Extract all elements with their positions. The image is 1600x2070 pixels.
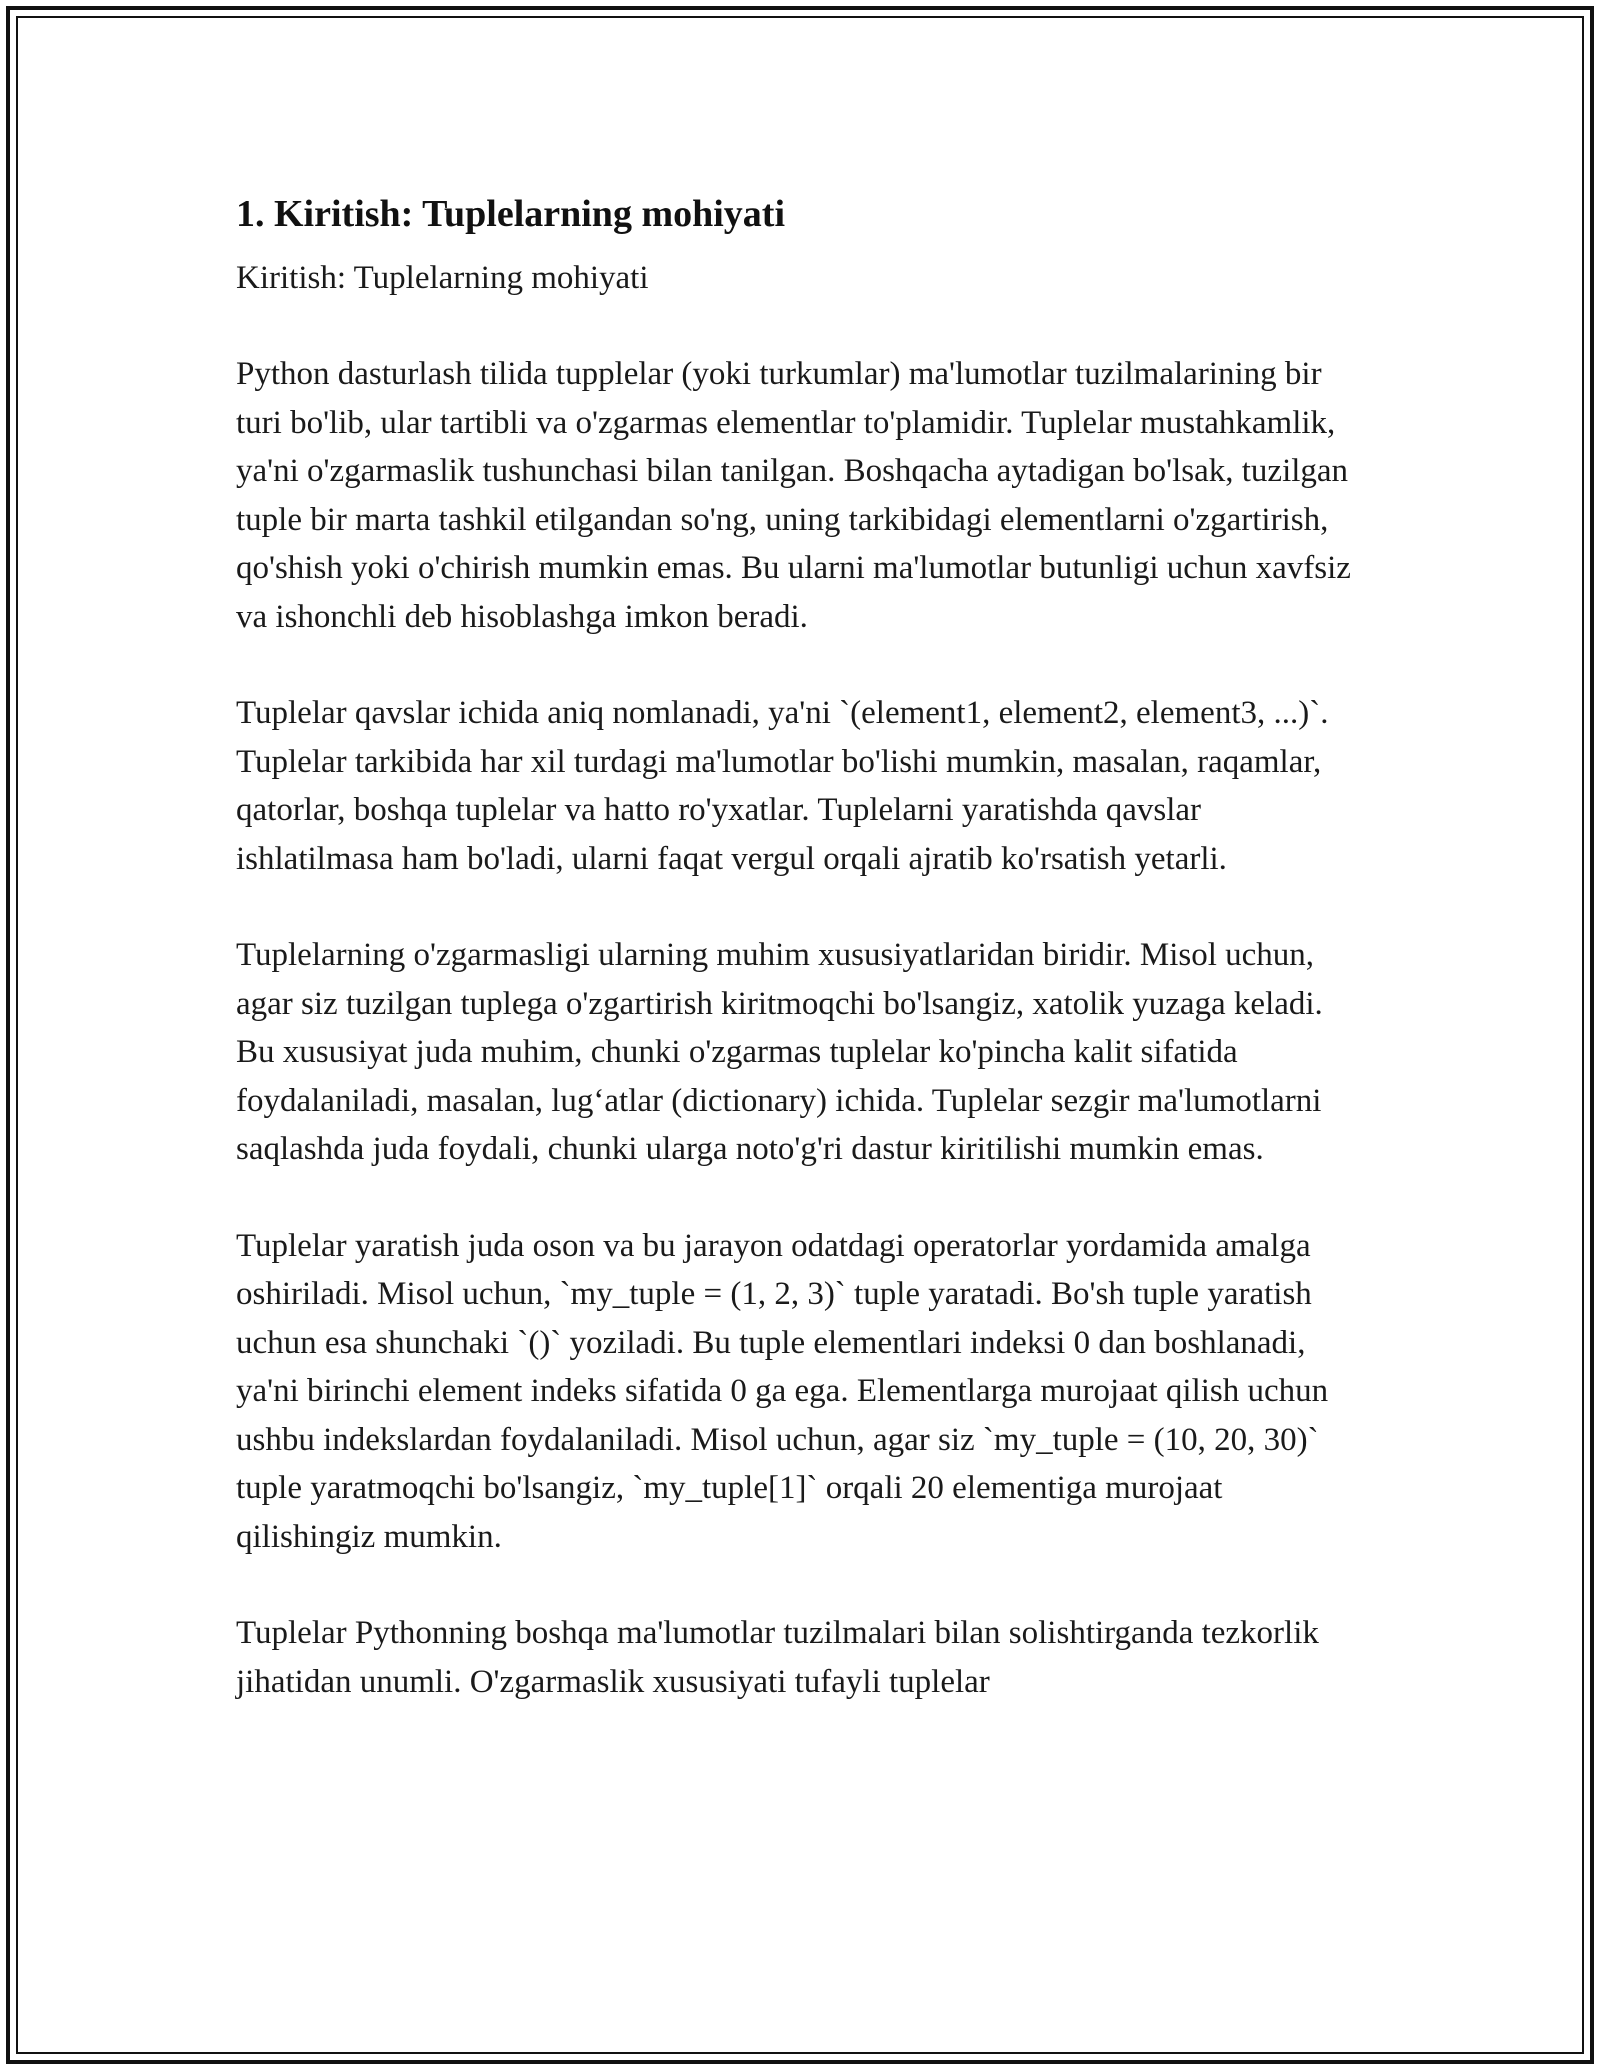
section-subtitle: Kiritish: Tuplelarning mohiyati xyxy=(236,260,649,296)
section-heading: 1. Kiritish: Tuplelarning mohiyati xyxy=(236,193,785,235)
paragraph-3: Tuplelarning o'zgarmasligi ularning muhim xususiyatlaridan biridir. Misol uchun, agar siz tuzilgan tuplega o'zgartirish kiritmoqchi bo'lsangiz, xatolik yuzaga keladi. Bu xususiyat juda muhim, chunki o'zgarmas tuplelar ko'pincha kalit sifatida foydalaniladi, masalan, lug‘atlar (dictionary) ichida. Tuplelar sezgir ma'lumotlarni saqlashda juda foydali, chunki ularga noto'g'ri dastur kiritilishi mumkin emas. xyxy=(236,937,1323,1167)
document-body xyxy=(236,186,1366,1754)
paragraph-5: Tuplelar Pythonning boshqa ma'lumotlar tuzilmalari bilan solishtirganda tezkorlik jihatidan unumli. O'zgarmaslik xususiyati tufayli tuplelar xyxy=(236,1615,1319,1700)
paragraph-2: Tuplelar qavslar ichida aniq nomlanadi, ya'ni `(element1, element2, element3, ...)`. Tuplelar tarkibida har xil turdagi ma'lumotlar bo'lishi mumkin, masalan, raqamlar, qatorlar, boshqa tuplelar va hatto ro'yxatlar. Tuplelarni yaratishda qavslar ishlatilmasa ham bo'ladi, ularni faqat vergul orqali ajratib ko'rsatish yetarli. xyxy=(236,695,1329,877)
paragraph-4: Tuplelar yaratish juda oson va bu jarayon odatdagi operatorlar yordamida amalga oshiriladi. Misol uchun, `my_tuple = (1, 2, 3)` tuple yaratadi. Bo'sh tuple yaratish uchun esa shunchaki `()` yoziladi. Bu tuple elementlari indeksi 0 dan boshlanadi, ya'ni birinchi element indeks sifatida 0 ga ega. Elementlarga murojaat qilish uchun ushbu indekslardan foydalaniladi. Misol uchun, agar siz `my_tuple = (10, 20, 30)` tuple yaratmoqchi bo'lsangiz, `my_tuple[1]` orqali 20 elementiga murojaat qilishingiz mumkin. xyxy=(236,1227,1329,1555)
paragraph-1: Python dasturlash tilida tupplelar (yoki turkumlar) ma'lumotlar tuzilmalarining bir turi bo'lib, ular tartibli va o'zgarmas elementlar to'plamidir. Tuplelar mustahkamlik, ya'ni o'zgarmaslik tushunchasi bilan tanilgan. Boshqacha aytadigan bo'lsak, tuzilgan tuple bir marta tashkil etilgandan so'ng, uning tarkibidagi elementlarni o'zgartirish, qo'shish yoki o'chirish mumkin emas. Bu ularni ma'lumotlar butunligi uchun xavfsiz va ishonchli deb hisoblashga imkon beradi. xyxy=(236,356,1351,635)
